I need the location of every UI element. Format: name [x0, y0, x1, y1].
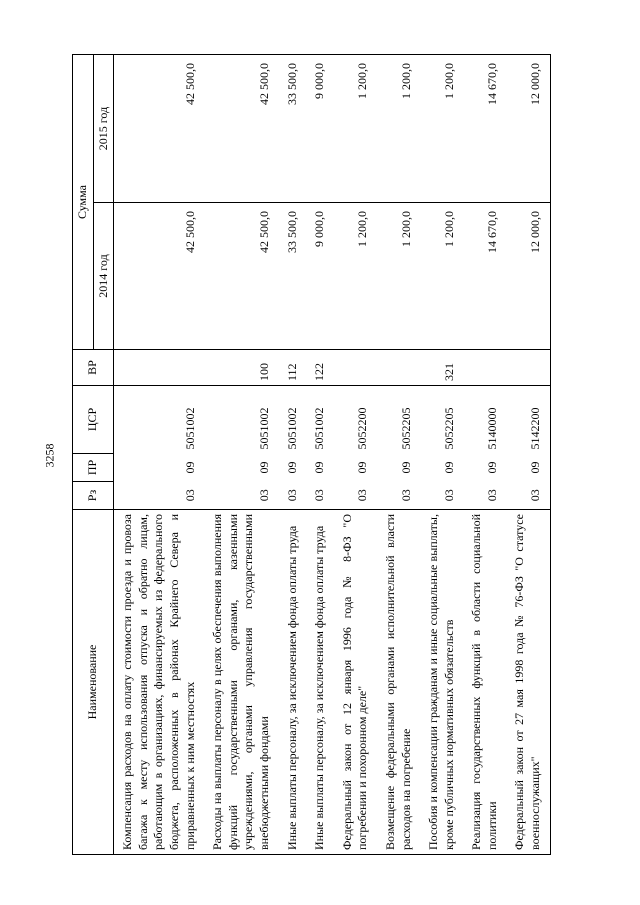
table-row — [334, 54, 377, 854]
row-vr — [506, 350, 550, 386]
row-pr: 09 — [284, 461, 299, 474]
table-row — [420, 54, 463, 854]
table-row — [279, 54, 307, 854]
row-name: Пособия и компенсации гражданам и иные социальные выплаты, кроме публичных нормативных обязательств — [420, 510, 463, 855]
row-pr: 09 — [398, 461, 413, 474]
header-rz: Рз — [73, 482, 114, 510]
row-rz: 03 — [506, 482, 550, 510]
row-2015: 14 670,0 — [463, 54, 506, 202]
header-2015: 2015 год — [93, 54, 114, 202]
row-vr: 321 — [420, 350, 463, 386]
rotated-table-container — [72, 55, 587, 855]
row-csr: 5142200 — [506, 386, 550, 454]
row-2014: 1 200,0 — [334, 203, 377, 350]
row-vr: 100 — [204, 350, 278, 386]
row-pr: 09 — [355, 461, 370, 474]
table-row — [506, 54, 550, 854]
row-2014: 42 500,0 — [204, 203, 278, 350]
row-2014: 9 000,0 — [306, 203, 334, 350]
row-name: Федеральный закон от 27 мая 1998 года № 76-ФЗ "О статусе военнослужащих" — [506, 510, 550, 855]
row-pr: 09 — [441, 461, 456, 474]
row-name: Возмещение федеральными органами исполнительной власти расходов на погребение — [377, 510, 420, 855]
page-number — [40, 445, 60, 465]
row-rz: 03 — [279, 482, 307, 510]
row-2015: 1 200,0 — [377, 54, 420, 202]
header-row — [73, 54, 94, 854]
header-csr: ЦСР — [73, 386, 114, 454]
table-body — [114, 54, 550, 854]
row-csr: 5051002 — [279, 386, 307, 454]
page-number-text: 3258 — [42, 443, 57, 467]
row-rz: 03 — [420, 482, 463, 510]
row-name: Реализация государственных функций в области социальной политики — [463, 510, 506, 855]
row-rz: 03 — [306, 482, 334, 510]
row-name: Иные выплаты персоналу, за исключением фонда оплаты труда — [279, 510, 307, 855]
row-pr: 09 — [506, 454, 550, 482]
row-2015: 1 200,0 — [334, 54, 377, 202]
row-rz: 03 — [377, 482, 420, 510]
row-pr: 09 — [256, 461, 271, 474]
row-rz: 03 — [114, 482, 204, 510]
row-vr: 122 — [306, 350, 334, 386]
row-name: Иные выплаты персоналу, за исключением фонда оплаты труда — [306, 510, 334, 855]
row-csr: 5051002 — [114, 386, 204, 454]
row-csr: 5052205 — [420, 386, 463, 454]
row-rz: 03 — [204, 482, 278, 510]
table-header — [73, 54, 114, 854]
row-2014: 1 200,0 — [377, 203, 420, 350]
table-row — [463, 54, 506, 854]
budget-table — [72, 54, 551, 855]
row-rz: 03 — [463, 482, 506, 510]
row-vr: 112 — [279, 350, 307, 386]
header-sum: Сумма — [73, 54, 94, 349]
row-pr: 09 — [484, 461, 499, 474]
row-pr: 09 — [312, 461, 327, 474]
row-csr: 5051002 — [204, 386, 278, 454]
row-2014: 33 500,0 — [279, 203, 307, 350]
row-name: Компенсация расходов на оплату стоимости проезда и провоза багажа к месту использования отпуска и обратно лицам, работающим в организациях, финансируемых из федерального бюджета, расположенных в районах Крайнего Севера и приравненных к ним местностях — [114, 510, 204, 855]
row-2015: 12 000,0 — [506, 54, 550, 202]
row-vr — [114, 350, 204, 386]
row-vr — [377, 350, 420, 386]
row-vr — [463, 350, 506, 386]
row-name: Расходы на выплаты персоналу в целях обеспечения выполнения функций государственными органами, казенными учреждениями, органами управления государственными внебюджетными фондами — [204, 510, 278, 855]
row-2015: 42 500,0 — [204, 54, 278, 202]
row-2015: 33 500,0 — [279, 54, 307, 202]
row-2015: 1 200,0 — [420, 54, 463, 202]
header-name: Наименование — [73, 510, 114, 855]
table-row — [204, 54, 278, 854]
row-2014: 12 000,0 — [506, 203, 550, 350]
row-csr: 5051002 — [306, 386, 334, 454]
header-2014: 2014 год — [93, 203, 114, 350]
row-2014: 14 670,0 — [463, 203, 506, 350]
row-pr: 09 — [182, 461, 197, 474]
row-rz: 03 — [334, 482, 377, 510]
table-row — [306, 54, 334, 854]
row-vr — [334, 350, 377, 386]
row-2015: 42 500,0 — [114, 54, 204, 202]
row-2014: 42 500,0 — [114, 203, 204, 350]
header-vr: ВР — [73, 350, 114, 386]
row-csr: 5052200 — [334, 386, 377, 454]
row-2015: 9 000,0 — [306, 54, 334, 202]
header-pr: ПР — [73, 454, 114, 482]
table-row — [114, 54, 204, 854]
row-2014: 1 200,0 — [420, 203, 463, 350]
row-csr: 5140000 — [463, 386, 506, 454]
table-row — [377, 54, 420, 854]
row-name: Федеральный закон от 12 января 1996 года № 8-ФЗ "О погребении и похоронном деле" — [334, 510, 377, 855]
row-csr: 5052205 — [377, 386, 420, 454]
